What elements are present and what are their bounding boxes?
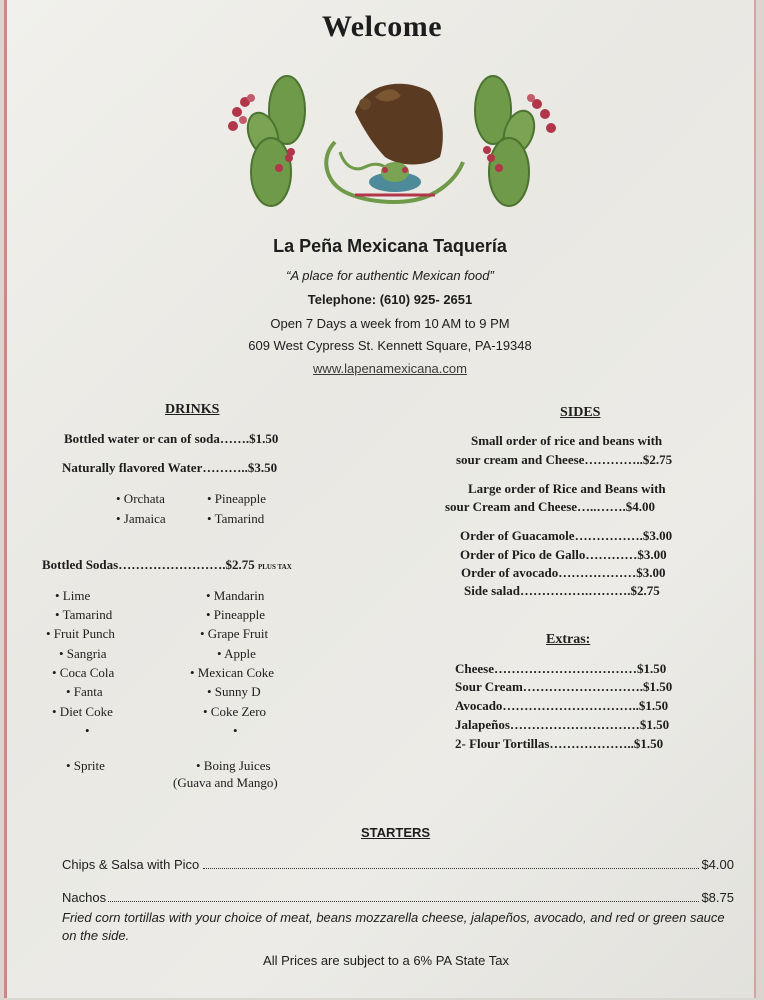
nachos-description: Fried corn tortillas with your choice of meat, beans mozzarella cheese, jalapeños, avocado, and red or green sauce on the side. [62, 910, 725, 943]
side-item: Side salad…………….……….$2.75 [464, 583, 660, 598]
nachos-price: $8.75 [701, 890, 734, 905]
small-rice-beans-line2: sour cream and Cheese…………..$2.75 [456, 452, 673, 467]
chips-salsa-price: $4.00 [701, 857, 734, 872]
soda-list-item: • Apple [217, 646, 256, 661]
flavor-list-item: • Tamarind [207, 511, 265, 526]
chips-salsa-name: Chips & Salsa with Pico [62, 857, 200, 872]
large-rice-beans-line2: sour Cream and Cheese…..…….$4.00 [445, 499, 656, 514]
side-item: Order of Pico de Gallo…………$3.00 [460, 547, 667, 562]
soda-list-item: (Guava and Mango) [173, 775, 278, 790]
starters-heading: STARTERS [361, 825, 431, 840]
small-rice-beans-line1: Small order of rice and beans with [471, 433, 663, 448]
tax-note: All Prices are subject to a 6% PA State Tax [263, 953, 509, 968]
drinks-heading: DRINKS [165, 402, 220, 417]
side-item: Order of Guacamole…………….$3.00 [460, 528, 673, 543]
telephone: Telephone: (610) 925- 2651 [307, 292, 473, 307]
cactus-left-icon [228, 76, 305, 206]
flavor-list-item: • Orchata [116, 491, 165, 506]
plus-tax-note: PLUS TAX [257, 563, 292, 571]
bottled-sodas-label: Bottled Sodas…………………….$2.75 [42, 557, 255, 572]
side-item: Order of avocado………………$3.00 [461, 565, 666, 580]
sides-heading: SIDES [560, 405, 601, 420]
opening-hours: Open 7 Days a week from 10 AM to 9 PM [270, 316, 510, 331]
extra-item: Jalapeños…………………………$1.50 [455, 717, 670, 732]
address: 609 West Cypress St. Kennett Square, PA-19348 [248, 338, 532, 353]
soda-list-item: • Diet Coke [52, 704, 113, 719]
soda-list-item: • Mandarin [206, 588, 265, 603]
flavored-water-item: Naturally flavored Water………..$3.50 [62, 460, 278, 475]
tagline: “A place for authentic Mexican food” [286, 268, 494, 283]
soda-list-item: • Grape Fruit [200, 626, 269, 641]
soda-list-item: • Coke Zero [203, 704, 267, 719]
chips-salsa-item [62, 857, 734, 872]
flavor-list-item: • Pineapple [207, 491, 267, 506]
soda-list-item: • [233, 723, 238, 738]
leader-dots [203, 868, 699, 869]
soda-list-item: • Coca Cola [52, 665, 115, 680]
restaurant-name: La Peña Mexicana Taquería [273, 236, 507, 256]
leader-dots [108, 901, 699, 902]
extra-item: 2- Flour Tortillas………………..$1.50 [455, 736, 664, 751]
extra-item: Sour Cream……………………….$1.50 [455, 679, 673, 694]
nachos-item [62, 890, 734, 905]
soda-list-item: • Lime [55, 588, 91, 603]
soda-list-item: • Tamarind [55, 607, 113, 622]
soda-list-item: • Sprite [66, 758, 105, 773]
large-rice-beans-line1: Large order of Rice and Beans with [468, 481, 666, 496]
header-emblem [215, 72, 565, 217]
soda-list-item: • Fruit Punch [46, 626, 115, 641]
nachos-name: Nachos [62, 890, 107, 905]
soda-list-item: • Pineapple [206, 607, 266, 622]
soda-list-item: • Boing Juices [196, 758, 271, 773]
mexican-eagle-emblem-icon [326, 84, 463, 202]
flavor-list-item: • Jamaica [116, 511, 166, 526]
extra-item: Cheese……………………………$1.50 [455, 661, 667, 676]
website-link[interactable]: www.lapenamexicana.com [313, 361, 467, 376]
soda-list-item: • Mexican Coke [190, 665, 274, 680]
bottled-water-item: Bottled water or can of soda…….$1.50 [64, 431, 279, 446]
welcome-title: Welcome [321, 10, 443, 43]
bottled-sodas-item [42, 557, 292, 573]
cactus-right-icon [475, 76, 556, 206]
soda-list-item: • Sunny D [207, 684, 261, 699]
extra-item: Avocado…………………………..$1.50 [455, 698, 669, 713]
soda-list-item: • Fanta [66, 684, 103, 699]
soda-list-item: • Sangria [59, 646, 107, 661]
soda-list-item: • [85, 723, 90, 738]
extras-heading: Extras: [546, 632, 591, 647]
